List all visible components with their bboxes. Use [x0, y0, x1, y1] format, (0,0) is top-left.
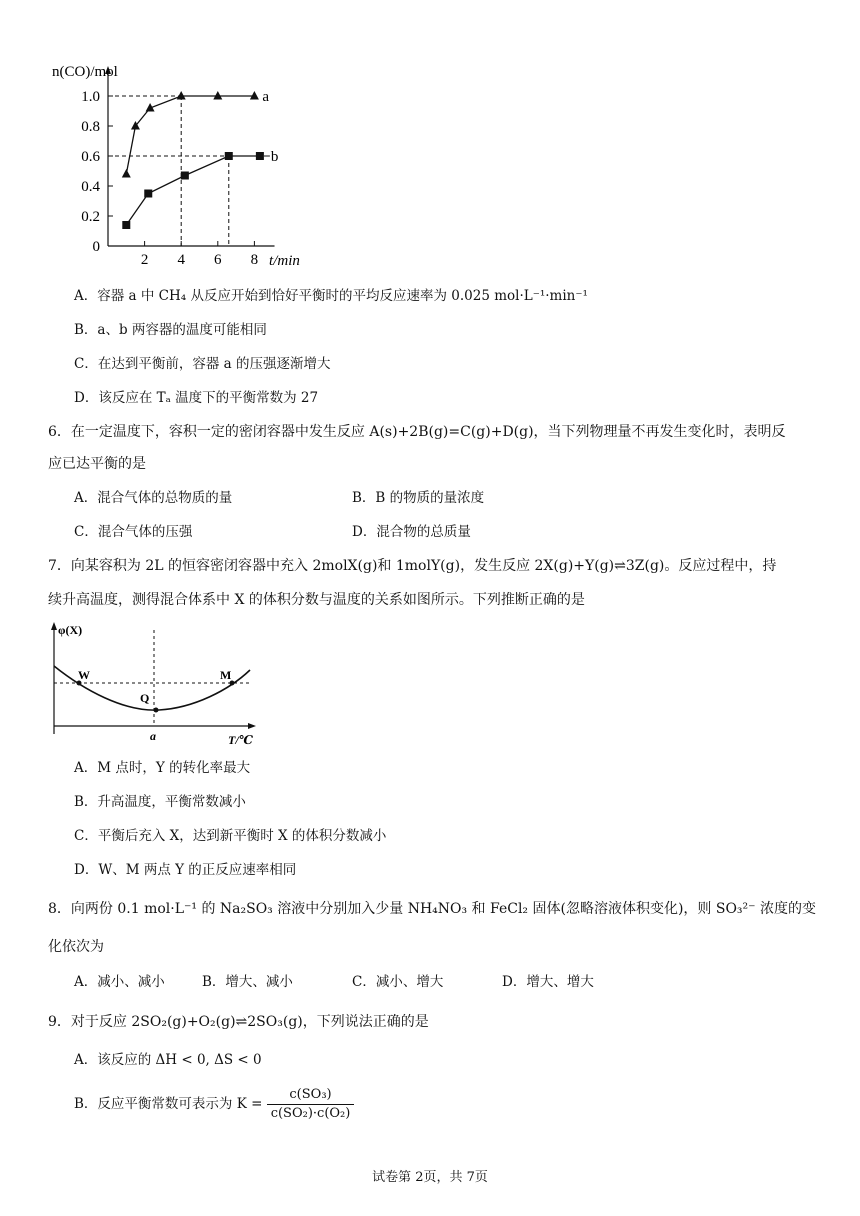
series-b-point [181, 172, 189, 180]
x-tick-label: 4 [177, 252, 185, 268]
y-axis-label: n(CO)/mol [52, 64, 118, 80]
series-a-point [213, 91, 222, 100]
q7-option-a: A．M 点时，Y 的转化率最大 [74, 760, 251, 776]
y-tick-label: 0.8 [81, 119, 100, 135]
y-tick-label: 1.0 [81, 89, 100, 105]
phi-temperature-chart [44, 620, 266, 748]
q9-stem: 9．对于反应 2SO₂(g)+O₂(g)⇌2SO₃(g)，下列说法正确的是 [48, 1014, 429, 1030]
x-mark-a: a [150, 729, 156, 743]
q8-option-d: D．增大、增大 [502, 974, 594, 990]
series-a-point [250, 91, 259, 100]
y-axis-arrow [51, 622, 57, 630]
q7-option-c: C．平衡后充入 X，达到新平衡时 X 的体积分数减小 [74, 828, 387, 844]
q5-option-a: A．容器 a 中 CH₄ 从反应开始到恰好平衡时的平均反应速率为 0.025 mol·L⁻¹·min⁻¹ [74, 288, 588, 304]
x-axis-label: t/min [269, 253, 300, 269]
y-tick-label: 0.4 [81, 179, 100, 195]
q8-stem-line1: 8．向两份 0.1 mol·L⁻¹ 的 Na₂SO₃ 溶液中分别加入少量 NH₄NO₃ 和 FeCl₂ 固体(忽略溶液体积变化)，则 SO₃²⁻ 浓度的变 [48, 901, 816, 917]
point-q [154, 708, 159, 713]
fraction-denominator: c(SO₂)·c(O₂) [270, 1106, 351, 1121]
q7-stem-line1: 7．向某容积为 2L 的恒容密闭容器中充入 2molX(g)和 1molY(g)，发生反应 2X(g)+Y(g)⇌3Z(g)。反应过程中，持 [48, 558, 777, 574]
y-tick-label: 0.2 [81, 209, 100, 225]
q9-option-b [74, 1086, 354, 1123]
q6-option-b: B．B 的物质的量浓度 [352, 490, 485, 506]
x-tick-label: 2 [140, 252, 149, 268]
q5-option-c: C．在达到平衡前，容器 a 的压强逐渐增大 [74, 356, 331, 372]
x-axis-arrow [248, 723, 256, 729]
x-axis-label: T/℃ [228, 733, 254, 747]
q6-stem-line2: 应已达平衡的是 [48, 456, 146, 472]
q6-option-d: D．混合物的总质量 [352, 524, 471, 540]
x-tick-label: 6 [214, 252, 222, 268]
q6-stem-line1: 6．在一定温度下，容积一定的密闭容器中发生反应 A(s)+2B(g)=C(g)+D(g)，当下列物理量不再发生变化时，表明反 [48, 424, 786, 440]
q8-stem-line2: 化依次为 [48, 939, 104, 955]
series-b-point [225, 152, 233, 160]
q7-stem-line2: 续升高温度，测得混合体系中 X 的体积分数与温度的关系如图所示。下列推断正确的是 [48, 592, 585, 608]
fraction-numerator: c(SO₃) [267, 1086, 355, 1105]
q7-option-d: D．W、M 两点 Y 的正反应速率相同 [74, 862, 297, 878]
y-tick-label: 0.6 [81, 149, 100, 165]
series-b-point [122, 221, 130, 229]
y-axis-label: φ(X) [58, 623, 83, 637]
co-time-chart [40, 58, 370, 273]
x-tick-label: 8 [250, 252, 259, 268]
q8-option-c: C．减小、增大 [352, 974, 444, 990]
page-footer: 试卷第 2页，共 7页 [372, 1170, 488, 1185]
series-a-point [122, 169, 131, 178]
q9-option-b-prefix: B．反应平衡常数可表示为 K = [74, 1096, 263, 1112]
q5-option-b: B．a、b 两容器的温度可能相同 [74, 322, 267, 338]
series-a-line [126, 96, 254, 174]
q8-option-b: B．增大、减小 [202, 974, 293, 990]
q6-option-c: C．混合气体的压强 [74, 524, 193, 540]
q7-option-b: B．升高温度，平衡常数减小 [74, 794, 246, 810]
q8-option-a: A．减小、减小 [74, 974, 165, 990]
series-b-label: b [270, 149, 279, 165]
equilibrium-constant-fraction [267, 1086, 355, 1123]
q9-option-a: A．该反应的 ΔH < 0, ΔS < 0 [74, 1052, 262, 1068]
label-m: M [220, 668, 232, 682]
q5-option-d: D．该反应在 Tₐ 温度下的平衡常数为 27 [74, 390, 319, 406]
y-tick-label: 0 [92, 239, 100, 255]
series-b-point [256, 152, 264, 160]
series-a-point [177, 91, 186, 100]
label-w: W [78, 668, 90, 682]
series-b-point [144, 190, 152, 198]
q6-option-a: A．混合气体的总物质的量 [74, 490, 233, 506]
label-q: Q [140, 691, 150, 705]
series-a-label: a [262, 89, 270, 105]
